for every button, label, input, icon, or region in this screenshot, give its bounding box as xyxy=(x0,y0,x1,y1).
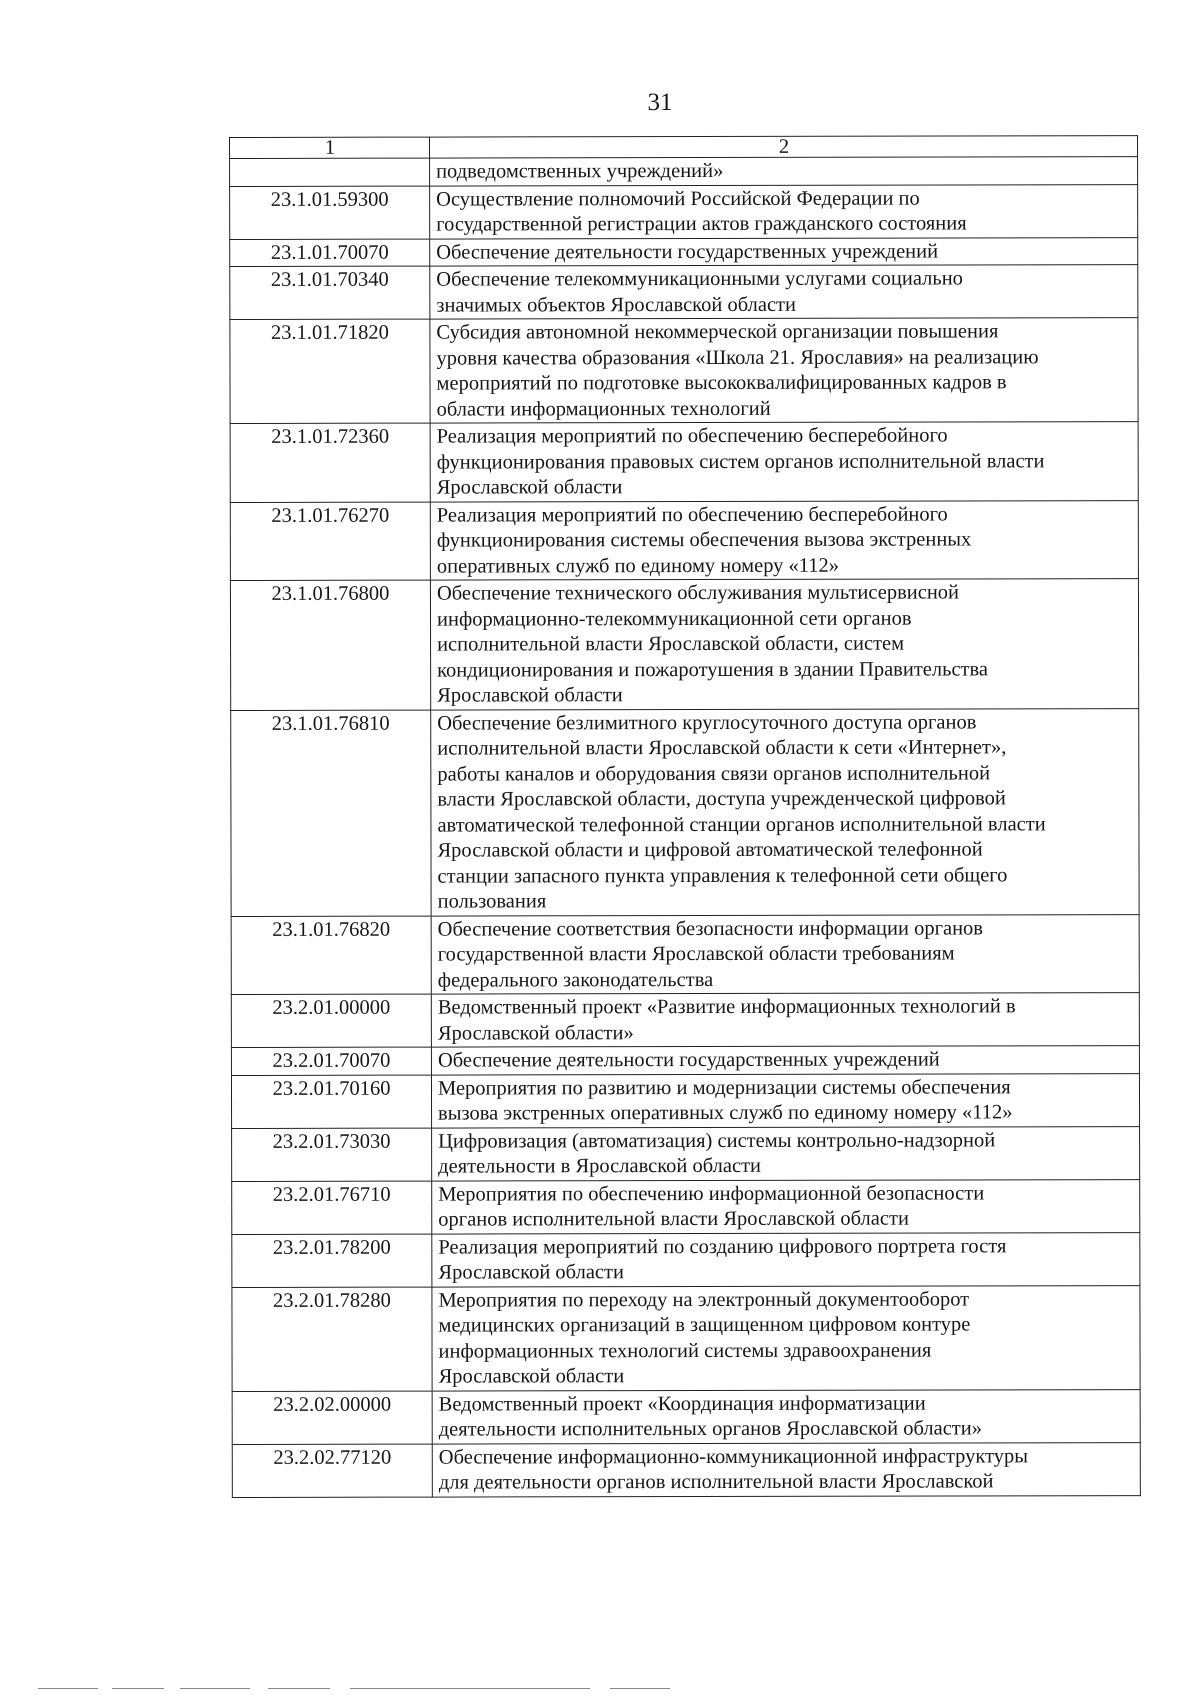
table-row xyxy=(232,1232,1140,1287)
description-line: власти Ярославской области, доступа учрежденческой цифровой xyxy=(437,787,1006,811)
classification-code: 23.2.01.78280 xyxy=(232,1287,432,1391)
description-line: Обеспечение деятельности государственных учреждений xyxy=(437,1048,940,1072)
table-row xyxy=(232,1179,1140,1234)
expense-description xyxy=(432,1179,1140,1233)
description-line: Осуществление полномочий Российской Федерации по xyxy=(436,187,920,211)
classification-code: 23.1.01.71820 xyxy=(230,319,430,423)
expense-description xyxy=(431,914,1139,994)
description-line: государственной регистрации актов гражданского состояния xyxy=(436,212,967,236)
description-line: Ярославской области xyxy=(438,1365,625,1388)
classification-code: 23.2.01.70070 xyxy=(231,1047,431,1075)
expense-description xyxy=(431,1046,1139,1075)
table-row xyxy=(230,265,1138,320)
table-row xyxy=(231,993,1139,1048)
table-header-row xyxy=(230,136,1138,159)
scan-edge-mark xyxy=(350,1688,590,1689)
expense-description xyxy=(430,422,1138,502)
description-line: значимых объектов Ярославской области xyxy=(436,293,796,317)
classification-code: 23.2.01.70160 xyxy=(231,1075,431,1128)
description-line: органов исполнительной власти Ярославской области xyxy=(438,1207,909,1231)
classification-code: 23.2.01.73030 xyxy=(232,1128,432,1181)
description-line: функционирования системы обеспечения вызова экстренных xyxy=(436,528,972,552)
description-line: Ярославской области xyxy=(438,1261,624,1284)
description-line: деятельности в Ярославской области xyxy=(438,1154,762,1178)
table-row xyxy=(232,1285,1140,1391)
expense-description xyxy=(430,579,1138,710)
description-line: Ведомственный проект «Координация информатизации xyxy=(438,1392,926,1416)
expense-description xyxy=(430,184,1138,238)
expense-description xyxy=(430,237,1138,266)
description-line: Мероприятия по обеспечению информационной безопасности xyxy=(438,1181,985,1206)
description-line: автоматической телефонной станции органов исполнительной власти xyxy=(437,812,1046,837)
classification-code: 23.1.01.59300 xyxy=(230,186,430,239)
table-row xyxy=(231,708,1139,916)
classification-code: 23.2.02.00000 xyxy=(232,1391,432,1444)
table-row xyxy=(230,422,1138,502)
description-line: работы каналов и оборудования связи органов исполнительной xyxy=(437,761,991,786)
table-row xyxy=(232,1389,1140,1444)
description-line: информационных технологий системы здравоохранения xyxy=(438,1339,932,1363)
classification-code: 23.1.01.70340 xyxy=(230,266,430,319)
classification-code: 23.2.02.77120 xyxy=(232,1444,432,1497)
description-line: государственной власти Ярославской области требованиям xyxy=(437,942,955,966)
table-row xyxy=(232,1442,1140,1497)
description-line: функционирования правовых систем органов исполнительной власти xyxy=(436,449,1045,474)
classification-code: 23.1.01.76810 xyxy=(231,710,431,916)
expense-description xyxy=(431,708,1139,915)
classification-code: 23.2.01.76710 xyxy=(232,1181,432,1234)
description-line: Реализация мероприятий по созданию цифрового портрета гостя xyxy=(438,1234,1007,1259)
table-row xyxy=(230,579,1138,710)
table-row xyxy=(230,318,1138,424)
table-row xyxy=(230,500,1138,580)
expense-description xyxy=(431,1073,1139,1127)
description-line: медицинских организаций в защищенном цифровом контуре xyxy=(438,1313,971,1337)
expense-description xyxy=(430,500,1138,580)
expense-description xyxy=(430,157,1138,186)
description-line: Мероприятия по развитию и модернизации системы обеспечения xyxy=(437,1075,1011,1100)
table-row xyxy=(230,237,1138,266)
description-line: Ярославской области и цифровой автоматической телефонной xyxy=(437,838,983,862)
description-line: информационно-телекоммуникационной сети органов xyxy=(436,607,912,631)
column-2-header: 2 xyxy=(430,136,1138,158)
classification-code: 23.1.01.70070 xyxy=(230,239,430,267)
classification-code: 23.2.01.78200 xyxy=(232,1234,432,1287)
page-number: 31 xyxy=(647,89,673,116)
description-line: Обеспечение информационно-коммуникационной инфраструктуры xyxy=(438,1444,1029,1469)
scan-edge-mark xyxy=(610,1688,670,1689)
scan-edge-mark xyxy=(268,1688,330,1689)
expense-description xyxy=(432,1389,1140,1443)
description-line: области информационных технологий xyxy=(436,397,771,421)
expense-description xyxy=(432,1442,1140,1496)
table-row xyxy=(231,1073,1139,1128)
description-line: Мероприятия по переходу на электронный документооборот xyxy=(438,1287,970,1312)
description-line: для деятельности органов исполнительной власти Ярославской xyxy=(438,1470,994,1494)
expense-description xyxy=(431,993,1139,1047)
expense-description xyxy=(432,1232,1140,1286)
scan-edge-mark xyxy=(180,1688,250,1689)
table-row xyxy=(231,1046,1139,1075)
description-line: Ярославской области» xyxy=(437,1021,634,1045)
description-line: Обеспечение деятельности государственных учреждений xyxy=(436,240,939,264)
expense-description xyxy=(432,1126,1140,1180)
table-row xyxy=(231,914,1139,994)
description-line: Реализация мероприятий по обеспечению бесперебойного xyxy=(436,502,948,527)
description-line: вызова экстренных оперативных служб по единому номеру «112» xyxy=(438,1101,1013,1125)
classification-code: 23.1.01.72360 xyxy=(230,423,430,502)
classification-code: 23.1.01.76820 xyxy=(231,916,431,995)
scan-edge-mark xyxy=(38,1688,98,1689)
description-line: Субсидия автономной некоммерческой организации повышения xyxy=(436,320,999,344)
description-line: Реализация мероприятий по обеспечению бесперебойного xyxy=(436,424,948,448)
classification-code xyxy=(230,158,430,186)
description-line: кондиционирования и пожаротушения в здании Правительства xyxy=(437,657,989,682)
expense-description xyxy=(430,265,1138,319)
table-row xyxy=(230,157,1138,186)
description-line: Цифровизация (автоматизация) системы контрольно-надзорной xyxy=(438,1128,996,1153)
description-line: Обеспечение безлимитного круглосуточного доступа органов xyxy=(437,710,977,735)
column-1-header: 1 xyxy=(230,137,430,158)
description-line: Обеспечение соответствия безопасности информации органов xyxy=(437,916,983,941)
description-line: Ведомственный проект «Развитие информационных технологий в xyxy=(437,995,1016,1019)
description-line: деятельности исполнительных органов Ярославской области» xyxy=(438,1417,983,1441)
table-row xyxy=(230,184,1138,239)
description-line: Ярославской области xyxy=(436,476,623,499)
classification-code: 23.1.01.76270 xyxy=(230,502,430,581)
budget-classification-table xyxy=(229,135,1141,1497)
description-line: оперативных служб по единому номеру «112» xyxy=(436,554,840,578)
scan-edge-mark xyxy=(112,1688,164,1689)
expense-description xyxy=(430,318,1138,423)
table-row xyxy=(232,1126,1140,1181)
description-line: федерального законодательства xyxy=(437,968,714,992)
description-line: Обеспечение технического обслуживания мультисервисной xyxy=(436,581,960,605)
description-line: мероприятий по подготовке высококвалифицированных кадров в xyxy=(436,371,1007,395)
description-line: уровня качества образования «Школа 21. Ярославия» на реализацию xyxy=(436,345,1039,370)
description-line: пользования xyxy=(437,890,547,913)
classification-code: 23.2.01.00000 xyxy=(231,994,431,1047)
description-line: подведомственных учреждений» xyxy=(436,159,724,183)
classification-code: 23.1.01.76800 xyxy=(230,580,430,710)
description-line: исполнительной власти Ярославской области, систем xyxy=(437,632,905,656)
description-line: исполнительной власти Ярославской области к сети «Интернет», xyxy=(437,736,1007,760)
expense-description xyxy=(432,1285,1140,1390)
description-line: станции запасного пункта управления к телефонной сети общего xyxy=(437,863,1008,888)
description-line: Обеспечение телекоммуникационными услугами социально xyxy=(436,267,963,291)
description-line: Ярославской области xyxy=(437,684,623,707)
